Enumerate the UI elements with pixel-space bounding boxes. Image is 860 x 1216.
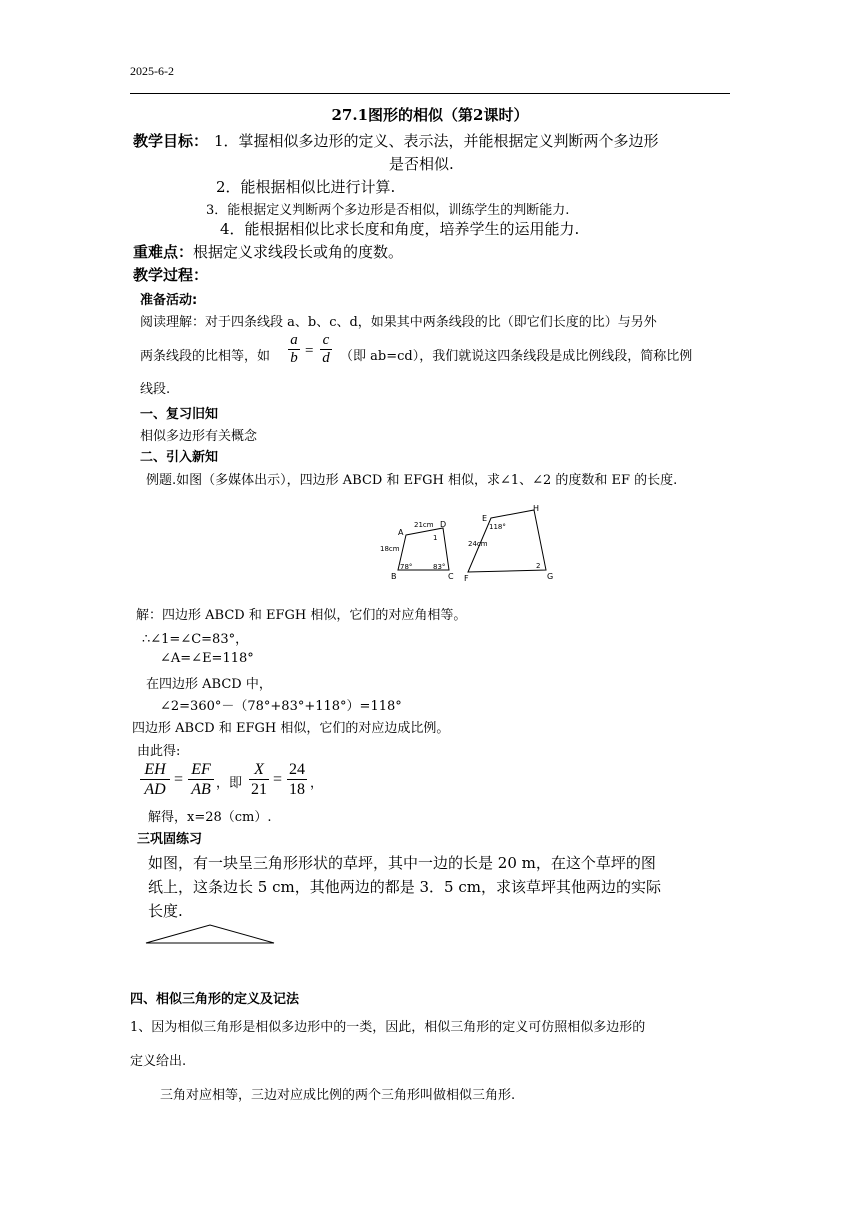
key-points: [133, 241, 403, 262]
frac-den-d: d: [322, 350, 330, 366]
section-3-line-2: 纸上，这条边长 5 cm，其他两边的都是 3．5 cm，求该草坪其他两边的实际: [148, 878, 661, 896]
label-ab-length: 18cm: [380, 545, 400, 553]
solution-line-8: 解得，x=28（cm）.: [148, 810, 272, 825]
reading-line-2a: 两条线段的比相等，如: [140, 349, 271, 364]
label-angle-b: 78°: [400, 563, 413, 571]
fraction-24-18: [287, 760, 307, 799]
label-angle-e: 118°: [489, 523, 506, 531]
reading-line-3: 线段.: [140, 382, 171, 397]
key-points-text: 根据定义求线段长或角的度数。: [193, 243, 404, 261]
example-text: 例题.如图（多媒体出示），四边形 ABCD 和 EFGH 相似，求∠1、∠2 的度数和 EF 的长度.: [146, 473, 678, 488]
section-4-line-1: 1、因为相似三角形是相似多边形中的一类，因此，相似三角形的定义可仿照相似多边形的: [130, 1020, 646, 1035]
label-c: C: [448, 572, 454, 581]
frac-den: 21: [251, 781, 267, 798]
fraction-c-d: [320, 332, 332, 367]
solution-line-6: 四边形 ABCD 和 EFGH 相似，它们的对应边成比例。: [132, 721, 450, 736]
goal-item-1-line2: 是否相似.: [389, 155, 454, 173]
page-title: 27.1图形的相似（第2课时）: [331, 106, 529, 124]
triangle-figure: [144, 922, 276, 946]
reading-line-1: 阅读理解：对于四条线段 a、b、c、d，如果其中两条线段的比（即它们长度的比）与另外: [140, 315, 657, 330]
fraction-eh-ad: [140, 760, 170, 799]
quadrilaterals-figure: [376, 500, 566, 585]
label-b: B: [391, 572, 397, 581]
label-g: G: [547, 572, 554, 581]
label-a: A: [398, 528, 404, 537]
frac-num: EF: [191, 761, 211, 778]
goals-label: 教学目标：: [133, 132, 209, 150]
reading-line-2b: （即 ab=cd），我们就说这四条线段是成比例线段，简称比例: [340, 349, 693, 364]
solution-line-4: 在四边形 ABCD 中，: [146, 677, 272, 692]
key-points-label: 重难点：: [133, 243, 194, 261]
frac-num: 24: [289, 761, 305, 778]
fraction-x-21: [249, 760, 269, 799]
solution-end-comma: ，: [310, 776, 324, 791]
solution-line-1: 解：四边形 ABCD 和 EFGH 相似，它们的对应角相等。: [136, 608, 467, 623]
section-1-text: 相似多边形有关概念: [140, 429, 258, 444]
frac-num-c: c: [322, 332, 330, 348]
header-rule: [130, 93, 730, 94]
triangle-shape: [146, 925, 274, 943]
section-3-label: 三巩固练习: [137, 832, 203, 847]
frac-num-a: a: [290, 332, 298, 348]
solution-line-7: 由此得:: [137, 744, 181, 759]
label-angle-2: 2: [536, 562, 541, 570]
label-e: E: [482, 514, 488, 523]
section-3-line-1: 如图，有一块呈三角形形状的草坪，其中一边的长是 20 m，在这个草坪的图: [148, 854, 656, 872]
label-eh-length: 24cm: [468, 540, 488, 548]
goal-item-1-line1: 1．掌握相似多边形的定义、表示法，并能根据定义判断两个多边形: [214, 132, 659, 150]
frac-num: EH: [144, 761, 166, 778]
label-d: D: [440, 520, 447, 529]
solution-line-2: ∴∠1=∠C=83°，: [142, 632, 249, 647]
fraction-ef-ab: [188, 760, 214, 799]
solution-line-5: ∠2=360°－（78°+83°+118°）=118°: [160, 699, 402, 714]
label-h: H: [533, 504, 540, 513]
equals-1: =: [174, 771, 184, 788]
goal-item-4: 4．能根据相似比求长度和角度，培养学生的运用能力.: [220, 220, 580, 238]
frac-num: X: [254, 761, 264, 778]
frac-equals: =: [305, 343, 314, 359]
label-angle-c: 83°: [433, 563, 446, 571]
frac-den: AB: [191, 781, 211, 798]
section-4-label: 四、相似三角形的定义及记法: [130, 992, 300, 1007]
solution-line-3: ∠A=∠E=118°: [160, 651, 254, 666]
frac-den-b: b: [290, 350, 298, 366]
section-4-line-3: 三角对应相等，三边对应成比例的两个三角形叫做相似三角形.: [160, 1088, 516, 1103]
section-3-line-3: 长度.: [148, 902, 183, 920]
equals-2: =: [273, 771, 283, 788]
section-4-line-2: 定义给出.: [130, 1054, 187, 1069]
label-ad-length: 21cm: [414, 521, 434, 529]
goal-item-2: 2．能根据相似比进行计算.: [216, 178, 396, 196]
header-date: 2025-6-2: [130, 64, 174, 78]
section-1-label: 一、复习旧知: [140, 407, 219, 422]
fraction-a-b: [288, 332, 300, 367]
label-f: F: [464, 574, 469, 583]
frac-den: AD: [144, 781, 166, 798]
process-label: 教学过程：: [133, 266, 209, 284]
solution-mid-text: ，即: [216, 776, 243, 791]
section-2-label: 二、引入新知: [140, 450, 219, 465]
frac-den: 18: [289, 781, 305, 798]
goal-item-3: 3．能根据定义判断两个多边形是否相似，训练学生的判断能力.: [206, 203, 570, 218]
prep-label: 准备活动:: [140, 293, 198, 308]
label-angle-1: 1: [433, 534, 438, 542]
